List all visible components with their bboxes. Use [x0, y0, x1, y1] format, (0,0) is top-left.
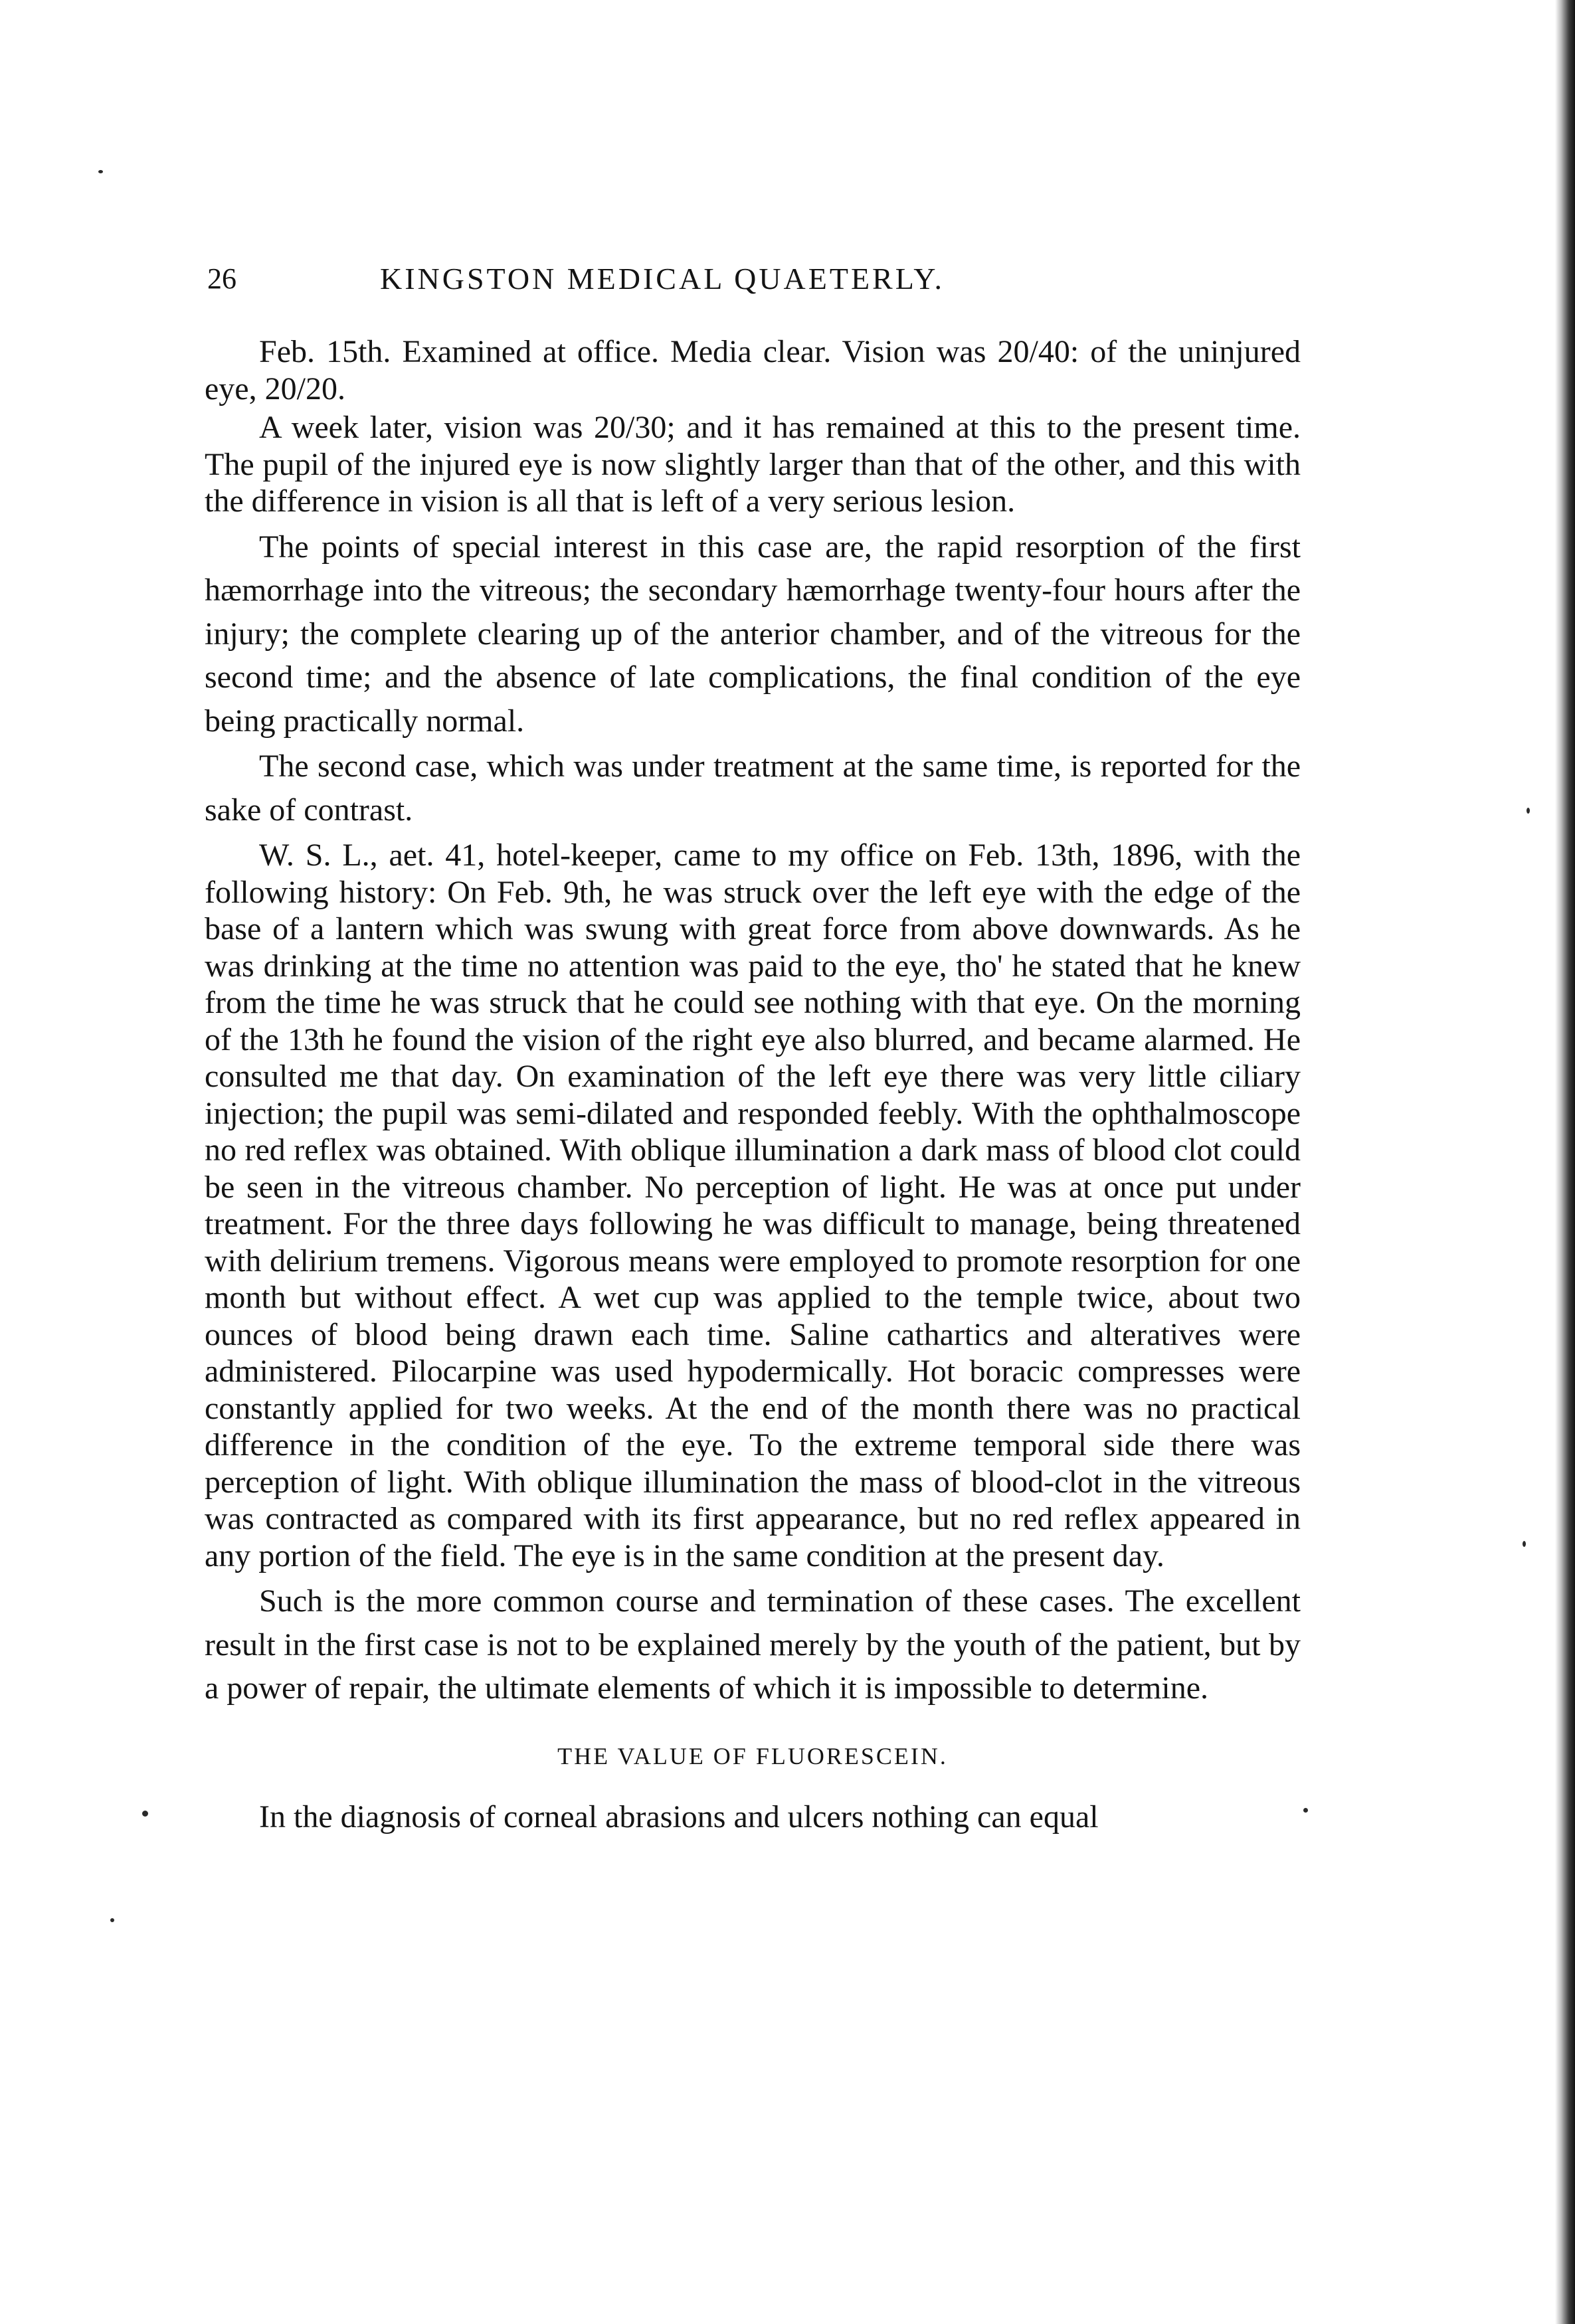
scan-speck [142, 1811, 148, 1817]
running-title: KINGSTON MEDICAL QUAETERLY. [380, 262, 945, 296]
paragraph-case-history: W. S. L., aet. 41, hotel-keeper, came to my office on Feb. 13th, 1896, with the following history: On Feb. 9th, he was struck over the left eye with the edge of the base of a lantern which was swung with great force from above downwards. As he was drinking at the time no attention was paid to the eye, tho' he stated that he knew from the time he was struck that he could see nothing with that eye. On the morning of the 13th he found the vision of the right eye also blurred, and became alarmed. He consulted me that day. On examination of the left eye there was very little ciliary injection; the pupil was semi-dilated and responded feebly. With the ophthalmoscope no red reflex was obtained. With oblique illumination a dark mass of blood clot could be seen in the vitreous chamber. No perception of light. He was at once put under treatment. For the three days following he was difficult to manage, being threatened with delirium tremens. Vigorous means were employed to promote resorption for one month but without effect. A wet cup was applied to the temple twice, about two ounces of blood being drawn each time. Saline cathartics and alteratives were administered. Pilocarpine was used hypodermically. Hot boracic compresses were constantly applied for two weeks. At the end of the month there was no practical difference in the condition of the eye. To the extreme temporal side there was perception of light. With oblique illumination the mass of blood-clot in the vitreous was contracted as compared with its first appearance, but no red reflex appeared in any portion of the field. The eye is in the same condition at the present day. [205, 838, 1301, 1573]
scan-speck [1523, 1541, 1526, 1547]
scan-speck [1303, 1808, 1308, 1813]
page-number: 26 [207, 262, 236, 295]
body-text [205, 333, 1301, 1838]
scan-speck [1527, 808, 1530, 814]
paragraph-feb-15th: Feb. 15th. Examined at office. Media clear. Vision was 20/40: of the uninjured eye, 20/20. [205, 334, 1301, 406]
page-edge-shadow [1555, 0, 1575, 2324]
scan-speck [98, 170, 103, 173]
page-header [207, 252, 1151, 306]
scan-speck [110, 1918, 114, 1922]
paragraph-conclusion: Such is the more common course and termination of these cases. The excellent result in the first case is not to be explained merely by the youth of the patient, but by a power of repair, the ultimate elements of which it is impossible to determine. [205, 1583, 1301, 1706]
paragraph-week-later: A week later, vision was 20/30; and it has remained at this to the present time. The pupil of the injured eye is now slightly larger than that of the other, and this with the difference in vision is all that is left of a very serious lesion. [205, 410, 1301, 519]
paragraph-fluorescein: In the diagnosis of corneal abrasions and ulcers nothing can equal [259, 1799, 1099, 1834]
paragraph-points-of-interest: The points of special interest in this case are, the rapid resorption of the first hæmorrhage into the vitreous; the secondary hæmorrhage twenty-four hours after the injury; the complete clearing up of the anterior chamber, and of the vitreous for the second time; and the absence of late complications, the final condition of the eye being practically normal. [205, 529, 1301, 739]
section-heading: THE VALUE OF FLUORESCEIN. [557, 1742, 948, 1769]
paragraph-second-case: The second case, which was under treatment at the same time, is reported for the sake of contrast. [205, 749, 1301, 828]
